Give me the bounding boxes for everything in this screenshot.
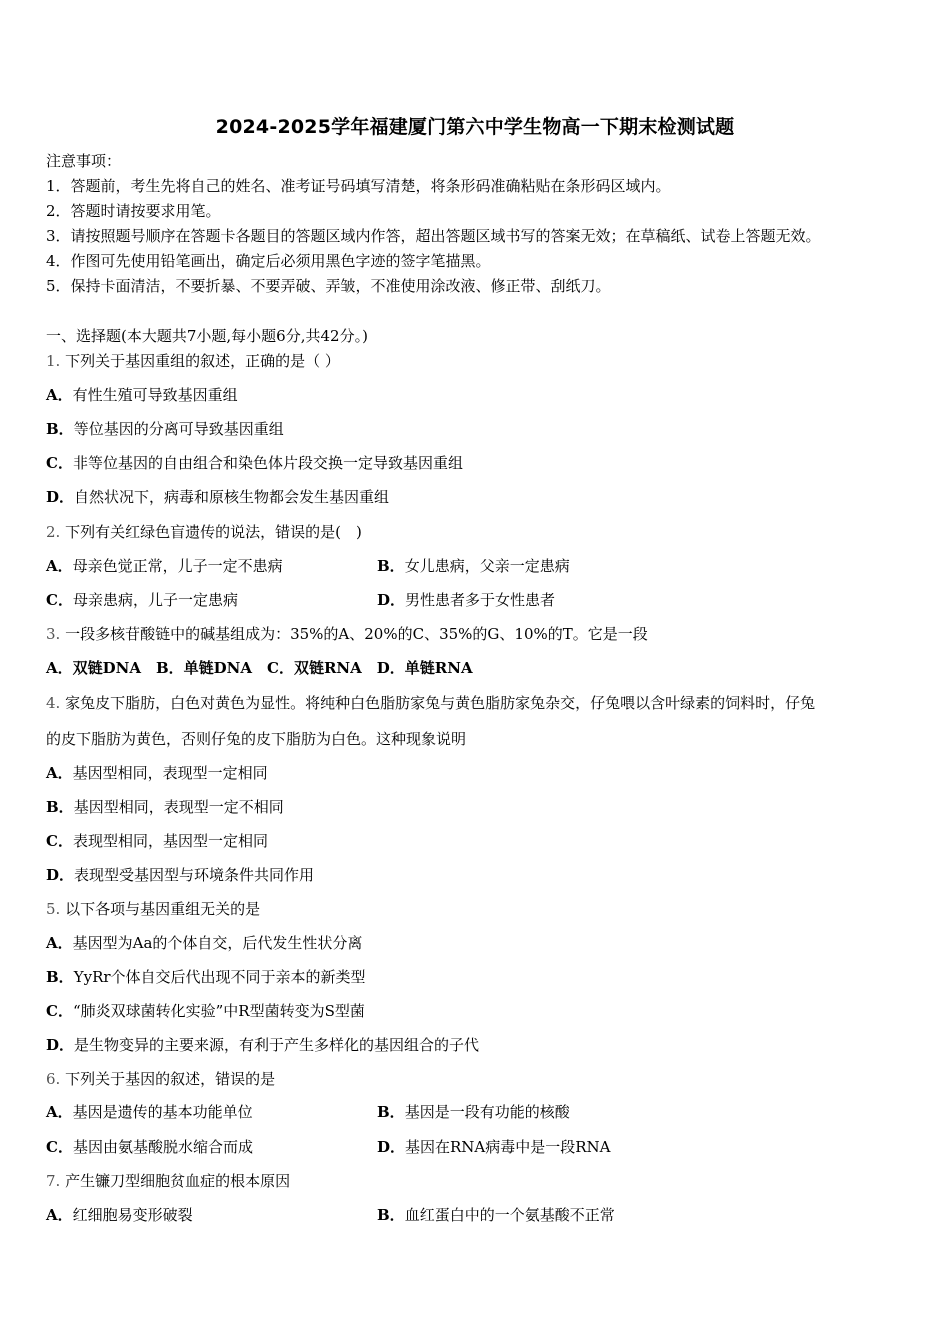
option-d: [377, 590, 555, 610]
option-a: [46, 1205, 193, 1225]
options-line: A．双链DNA B．单链DNA C．双链RNA D．单链RNA: [46, 659, 473, 677]
option-text: 等位基因的分离可导致基因重组: [73, 420, 284, 438]
question-1: [46, 351, 340, 371]
question-number: 2.: [46, 523, 61, 541]
option-b: [46, 967, 366, 987]
option-text: 母亲患病，儿子一定患病: [72, 591, 238, 609]
option-label: B．: [46, 968, 74, 986]
option-label: D．: [377, 591, 406, 609]
question-stem: 以下各项与基因重组无关的是: [65, 900, 261, 918]
option-text: YyRr个体自交后代出现不同于亲本的新类型: [73, 968, 366, 986]
option-label: A．: [46, 1206, 73, 1224]
option-text: 基因是一段有功能的核酸: [404, 1103, 570, 1121]
option-label: D．: [46, 488, 75, 506]
question-number: 6.: [46, 1070, 61, 1088]
option-label: A．: [46, 557, 73, 575]
question-7: [46, 1171, 290, 1191]
question-stem: 下列关于基因重组的叙述，正确的是（ ）: [65, 352, 340, 370]
option-label: C．: [46, 591, 73, 609]
question-stem: 下列关于基因的叙述，错误的是: [65, 1070, 276, 1088]
question-3: [46, 624, 648, 644]
option-label: A．: [46, 1103, 73, 1121]
option-text: 红细胞易变形破裂: [72, 1206, 193, 1224]
question-stem-continued: 的皮下脂肪为黄色，否则仔兔的皮下脂肪为白色。这种现象说明: [46, 730, 467, 748]
option-b: [46, 797, 284, 817]
question-number: 1.: [46, 352, 61, 370]
question-stem: 家兔皮下脂肪，白色对黄色为显性。将纯种白色脂肪家兔与黄色脂肪家兔杂交，仔兔喂以含叶绿素的饲料时，仔兔: [65, 694, 816, 712]
question-number: 5.: [46, 900, 61, 918]
section-heading: 一、选择题(本大题共7小题,每小题6分,共42分。): [46, 327, 368, 345]
option-label: B．: [46, 798, 74, 816]
notice-item: 4．作图可先使用铅笔画出，确定后必须用黑色字迹的签字笔描黑。: [46, 252, 491, 270]
option-label: C．: [46, 454, 73, 472]
question-number: 4.: [46, 694, 61, 712]
option-b: [377, 1205, 615, 1225]
page-title: 2024-2025学年福建厦门第六中学生物高一下期末检测试题: [215, 116, 735, 138]
option-d: [46, 865, 314, 885]
notice-heading: 注意事项：: [46, 152, 122, 170]
option-b: [46, 419, 284, 439]
option-a: [46, 1102, 253, 1122]
option-text: 基因型相同，表现型一定不相同: [73, 798, 284, 816]
option-c: [46, 590, 238, 610]
option-label: B．: [46, 420, 74, 438]
question-number: 3.: [46, 625, 61, 643]
option-text: 表现型相同，基因型一定相同: [72, 832, 268, 850]
option-text: 母亲色觉正常，儿子一定不患病: [72, 557, 283, 575]
option-text: 基因型为Aa的个体自交，后代发生性状分离: [72, 934, 363, 952]
option-label: D．: [46, 866, 75, 884]
option-text: 基因是遗传的基本功能单位: [72, 1103, 253, 1121]
option-c: [46, 1137, 253, 1157]
option-text: 表现型受基因型与环境条件共同作用: [74, 866, 315, 884]
question-stem: 产生镰刀型细胞贫血症的根本原因: [65, 1172, 291, 1190]
option-d: [46, 1035, 479, 1055]
notice-item: 2．答题时请按要求用笔。: [46, 202, 221, 220]
option-a: [46, 933, 362, 953]
question-5: [46, 899, 260, 919]
option-label: B．: [377, 1103, 405, 1121]
option-text: “肺炎双球菌转化实验”中R型菌转变为S型菌: [72, 1002, 365, 1020]
option-text: 有性生殖可导致基因重组: [72, 386, 238, 404]
question-4: [46, 693, 815, 713]
option-a: [46, 763, 268, 783]
option-c: [46, 831, 268, 851]
option-c: [46, 1001, 365, 1021]
option-b: [377, 556, 570, 576]
question-stem: 下列有关红绿色盲遗传的说法，错误的是( ): [65, 523, 362, 541]
option-text: 男性患者多于女性患者: [405, 591, 556, 609]
notice-item: 1．答题前，考生先将自己的姓名、准考证号码填写清楚，将条形码准确粘贴在条形码区域内。: [46, 177, 671, 195]
option-c: [46, 453, 463, 473]
option-text: 非等位基因的自由组合和染色体片段交换一定导致基因重组: [72, 454, 463, 472]
option-label: A．: [46, 934, 73, 952]
option-label: C．: [46, 1002, 73, 1020]
option-text: 基因型相同，表现型一定相同: [72, 764, 268, 782]
question-number: 7.: [46, 1172, 61, 1190]
option-label: B．: [377, 557, 405, 575]
option-d: [377, 1137, 611, 1157]
option-text: 血红蛋白中的一个氨基酸不正常: [404, 1206, 615, 1224]
option-label: A．: [46, 764, 73, 782]
notice-item: 5．保持卡面清洁，不要折暴、不要弄破、弄皱，不准使用涂改液、修正带、刮纸刀。: [46, 277, 611, 295]
option-text: 女儿患病，父亲一定患病: [404, 557, 570, 575]
option-text: 自然状况下，病毒和原核生物都会发生基因重组: [74, 488, 390, 506]
question-stem: 一段多核苷酸链中的碱基组成为：35%的A、20%的C、35%的G、10%的T。它是一段: [65, 625, 648, 643]
option-text: 基因在RNA病毒中是一段RNA: [405, 1138, 611, 1156]
option-a: [46, 556, 283, 576]
option-label: C．: [46, 1138, 73, 1156]
option-label: D．: [377, 1138, 406, 1156]
option-b: [377, 1102, 570, 1122]
notice-item: 3．请按照题号顺序在答题卡各题目的答题区域内作答，超出答题区域书写的答案无效；在草稿纸、试卷上答题无效。: [46, 227, 821, 245]
option-label: D．: [46, 1036, 75, 1054]
option-a: [46, 385, 238, 405]
option-d: [46, 487, 389, 507]
option-label: A．: [46, 386, 73, 404]
option-text: 基因由氨基酸脱水缩合而成: [72, 1138, 253, 1156]
question-6: [46, 1069, 275, 1089]
question-2: [46, 522, 362, 542]
option-text: 是生物变异的主要来源，有利于产生多样化的基因组合的子代: [74, 1036, 480, 1054]
option-label: B．: [377, 1206, 405, 1224]
option-label: C．: [46, 832, 73, 850]
